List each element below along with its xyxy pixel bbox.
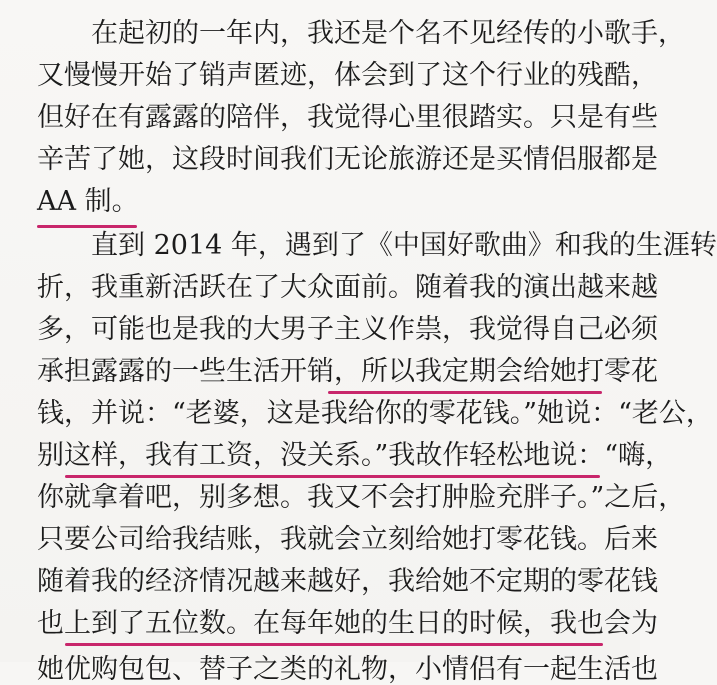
highlight-underline-1 [37,225,137,228]
text-line-7: 折，我重新活跃在了大众面前。随着我的演出越来越 [37,272,658,303]
text-line-2: 又慢慢开始了销声匿迹，体会到了这个行业的残酷， [37,60,658,91]
cut-off-line [0,648,658,685]
highlight-underline-2 [328,391,602,394]
text-line-13: 只要公司给我结账，我就会立刻给她打零花钱。后来 [37,524,658,555]
text-line-15: 也上到了五位数。在每年她的生日的时候，我也会为 [37,608,658,639]
text-line-1: 在起初的一年内，我还是个名不见经传的小歌手， [37,18,685,49]
highlight-underline-3 [65,475,600,478]
text-line-10: 钱，并说：“老婆，这是我给你的零花钱。”她说：“老公， [37,398,713,429]
text-line-12: 你就拿着吧，别多想。我又不会打肿脸充胖子。”之后， [37,482,686,513]
text-line-11: 别这样，我有工资，没关系。”我故作轻松地说：“嗨， [37,440,673,471]
text-line-5: AA 制。 [37,186,139,217]
text-line-9: 承担露露的一些生活开销，所以我定期会给她打零花 [37,356,658,387]
highlight-underline-4 [65,643,603,646]
text-line-3: 但好在有露露的陪伴，我觉得心里很踏实。只是有些 [37,102,658,133]
text-line-14: 随着我的经济情况越来越好，我给她不定期的零花钱 [37,566,658,597]
text-line-4: 辛苦了她，这段时间我们无论旅游还是买情侣服都是 [37,144,658,175]
text-line-8: 多，可能也是我的大男子主义作祟，我觉得自己必须 [37,314,658,345]
text-line-16: 她优购包包、替子之类的礼物，小情侣有一起生活也 [37,654,658,685]
text-line-6: 直到 2014 年，遇到了《中国好歌曲》和我的生涯转 [37,230,717,261]
